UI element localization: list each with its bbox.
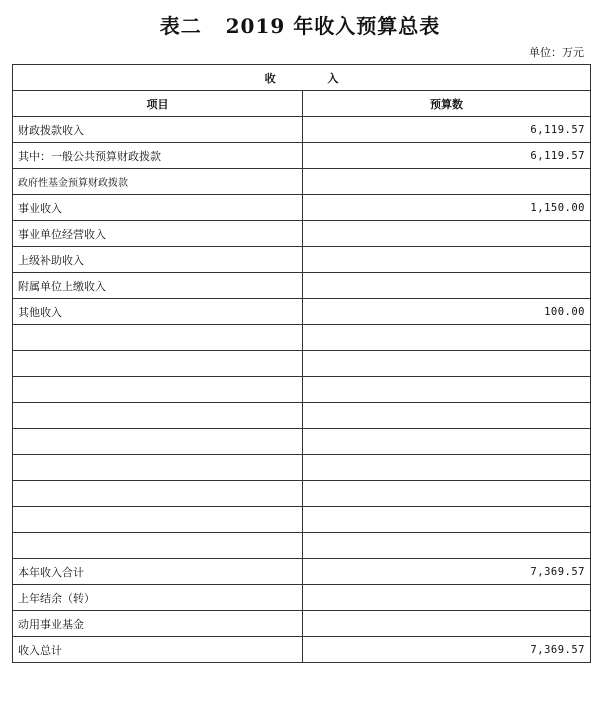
section-header: 收 入	[13, 65, 591, 91]
empty-cell	[13, 429, 303, 455]
income-budget-table	[12, 64, 591, 663]
empty-cell	[303, 455, 591, 481]
empty-row	[13, 403, 591, 429]
row-item: 事业单位经营收入	[13, 221, 303, 247]
table-row	[13, 143, 591, 169]
row-item: 其他收入	[13, 299, 303, 325]
empty-cell	[303, 377, 591, 403]
row-item: 其中：一般公共预算财政拨款	[13, 143, 303, 169]
subtotal-label: 本年收入合计	[13, 559, 303, 585]
table-row	[13, 221, 591, 247]
table-row	[13, 247, 591, 273]
empty-row	[13, 455, 591, 481]
row-item: 上级补助收入	[13, 247, 303, 273]
grand-total-row	[13, 637, 591, 663]
subtotal-row	[13, 559, 591, 585]
carryover-label: 上年结余（转）	[13, 585, 303, 611]
empty-cell	[13, 377, 303, 403]
column-header-row	[13, 91, 591, 117]
empty-cell	[13, 351, 303, 377]
fund-label: 动用事业基金	[13, 611, 303, 637]
empty-cell	[13, 481, 303, 507]
empty-cell	[303, 533, 591, 559]
row-amount: 6,119.57	[303, 143, 591, 169]
column-header-item: 项目	[13, 91, 303, 117]
empty-cell	[303, 429, 591, 455]
row-item: 事业收入	[13, 195, 303, 221]
table-row	[13, 169, 591, 195]
row-amount: 1,150.00	[303, 195, 591, 221]
row-amount	[303, 169, 591, 195]
section-header-row	[13, 65, 591, 91]
unit-label: 单位：万元	[529, 46, 584, 59]
row-amount: 6,119.57	[303, 117, 591, 143]
row-item: 政府性基金预算财政拨款	[13, 169, 303, 195]
empty-cell	[13, 403, 303, 429]
document-title: 表二 2019 年收入预算总表	[159, 14, 441, 38]
empty-row	[13, 533, 591, 559]
column-header-amount: 预算数	[303, 91, 591, 117]
empty-cell	[13, 533, 303, 559]
table-row	[13, 299, 591, 325]
empty-cell	[13, 455, 303, 481]
empty-row	[13, 351, 591, 377]
grand-total-amount: 7,369.57	[303, 637, 591, 663]
empty-row	[13, 429, 591, 455]
subtotal-amount: 7,369.57	[303, 559, 591, 585]
grand-total-label: 收入总计	[13, 637, 303, 663]
empty-row	[13, 325, 591, 351]
carryover-amount	[303, 585, 591, 611]
table-row	[13, 195, 591, 221]
row-amount: 100.00	[303, 299, 591, 325]
row-amount	[303, 221, 591, 247]
table-row	[13, 117, 591, 143]
empty-cell	[13, 507, 303, 533]
row-item: 财政拨款收入	[13, 117, 303, 143]
carryover-row	[13, 585, 591, 611]
empty-cell	[303, 403, 591, 429]
empty-cell	[303, 325, 591, 351]
empty-cell	[303, 481, 591, 507]
empty-cell	[13, 325, 303, 351]
empty-row	[13, 377, 591, 403]
fund-row	[13, 611, 591, 637]
empty-cell	[303, 507, 591, 533]
empty-row	[13, 507, 591, 533]
row-amount	[303, 273, 591, 299]
row-item: 附属单位上缴收入	[13, 273, 303, 299]
row-amount	[303, 247, 591, 273]
fund-amount	[303, 611, 591, 637]
empty-cell	[303, 351, 591, 377]
empty-row	[13, 481, 591, 507]
table-row	[13, 273, 591, 299]
